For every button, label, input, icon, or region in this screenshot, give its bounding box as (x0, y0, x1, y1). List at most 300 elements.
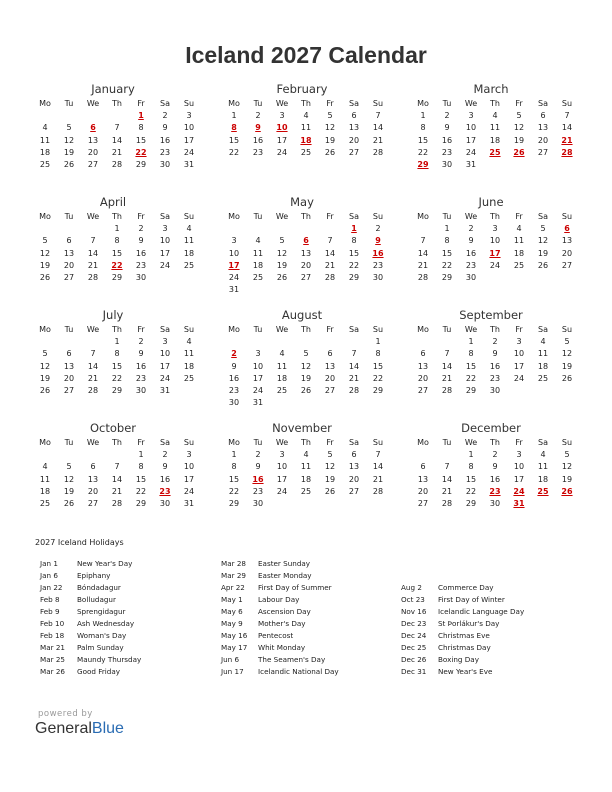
day-cell: 12 (324, 123, 336, 133)
holiday-name: Easter Monday (258, 571, 312, 580)
day-cell: 27 (417, 385, 429, 395)
empty-day-cell (81, 110, 105, 122)
day-cell: 19 (513, 135, 525, 145)
weekday-header: Su (372, 212, 384, 221)
weekday-header: Mo (417, 325, 429, 334)
day-cell: 21 (87, 260, 99, 270)
day-cell: 12 (63, 474, 75, 484)
day-cell: 17 (276, 135, 288, 145)
day-cell: 3 (516, 337, 522, 347)
day-cell: 24 (276, 147, 288, 157)
day-cell: 12 (300, 361, 312, 371)
holiday-name: Commerce Day (438, 583, 494, 592)
day-cell: 31 (183, 159, 195, 169)
day-cell: 6 (540, 111, 546, 121)
holiday-date: Dec 26 (401, 655, 427, 664)
day-cell: 26 (39, 385, 51, 395)
day-cell: 27 (348, 486, 360, 496)
day-cell: 15 (348, 248, 360, 258)
holiday-date: Oct 23 (401, 595, 425, 604)
weekday-header: Mo (228, 99, 240, 108)
day-cell: 22 (417, 147, 429, 157)
day-cell: 4 (303, 450, 309, 460)
day-cell: 1 (375, 337, 381, 347)
day-cell: 29 (111, 272, 123, 282)
day-cell: 29 (465, 498, 477, 508)
holiday-day-cell: 31 (513, 498, 525, 508)
holiday-day-cell: 1 (138, 111, 144, 121)
holiday-day-cell: 8 (231, 123, 237, 133)
day-cell: 14 (561, 123, 573, 133)
weekday-header: Th (112, 438, 122, 447)
holiday-row (221, 666, 339, 678)
weekday-header: Sa (160, 325, 170, 334)
page-title: Iceland 2027 Calendar (185, 42, 427, 68)
day-cell: 6 (66, 236, 72, 246)
day-cell: 10 (252, 361, 264, 371)
day-cell: 13 (63, 361, 75, 371)
holiday-name: Woman's Day (77, 631, 127, 640)
day-cell: 30 (252, 498, 264, 508)
empty-day-cell (294, 223, 318, 235)
holiday-date: Feb 18 (40, 631, 65, 640)
weekday-header: Th (112, 325, 122, 334)
day-cell: 25 (300, 486, 312, 496)
day-cell: 16 (135, 248, 147, 258)
day-cell: 29 (372, 385, 384, 395)
holiday-date: Aug 2 (401, 583, 422, 592)
brand-name-blue: Blue (91, 720, 124, 737)
weekday-header: Su (372, 438, 384, 447)
weekday-header: Sa (538, 99, 548, 108)
holiday-name: Whit Monday (258, 643, 306, 652)
day-cell: 3 (516, 450, 522, 460)
day-cell: 2 (444, 111, 450, 121)
holiday-row (401, 666, 524, 678)
day-cell: 27 (63, 385, 75, 395)
day-cell: 5 (279, 236, 285, 246)
day-cell: 17 (159, 361, 171, 371)
day-cell: 4 (540, 450, 546, 460)
month-february (222, 82, 382, 159)
weekday-header: We (464, 438, 478, 447)
day-cell: 8 (138, 462, 144, 472)
empty-day-cell (105, 449, 129, 461)
day-cell: 23 (489, 373, 501, 383)
day-cell: 27 (87, 498, 99, 508)
holiday-name: Ash Wednesday (77, 619, 135, 628)
day-cell: 3 (468, 111, 474, 121)
day-cell: 28 (348, 385, 360, 395)
weekday-header: Mo (417, 99, 429, 108)
day-cell: 10 (159, 236, 171, 246)
day-cell: 18 (183, 361, 195, 371)
day-cell: 20 (561, 248, 573, 258)
weekday-header: Fr (326, 438, 334, 447)
day-cell: 30 (489, 498, 501, 508)
day-cell: 7 (351, 349, 357, 359)
day-cell: 29 (465, 385, 477, 395)
day-grid (33, 211, 193, 284)
day-cell: 6 (351, 111, 357, 121)
holiday-row (401, 618, 524, 630)
day-cell: 3 (162, 337, 168, 347)
day-cell: 18 (252, 260, 264, 270)
holiday-row (221, 570, 339, 582)
holiday-date: May 1 (221, 595, 243, 604)
day-cell: 17 (465, 135, 477, 145)
day-cell: 31 (252, 398, 264, 408)
day-cell: 19 (63, 147, 75, 157)
holiday-date: Dec 31 (401, 667, 427, 676)
month-name: September (459, 308, 523, 322)
empty-day-cell (105, 110, 129, 122)
day-grid (411, 98, 571, 171)
day-cell: 19 (63, 486, 75, 496)
weekday-header: We (464, 325, 478, 334)
day-cell: 14 (372, 123, 384, 133)
day-cell: 31 (159, 385, 171, 395)
empty-day-cell (411, 223, 435, 235)
day-cell: 21 (111, 486, 123, 496)
day-cell: 9 (138, 349, 144, 359)
month-name: August (281, 308, 323, 322)
holiday-date: May 16 (221, 631, 248, 640)
day-cell: 28 (324, 272, 336, 282)
holiday-name: Bolludagur (77, 595, 116, 604)
day-cell: 21 (87, 373, 99, 383)
day-cell: 24 (183, 486, 195, 496)
holiday-row (221, 594, 339, 606)
day-cell: 8 (351, 236, 357, 246)
day-cell: 13 (561, 236, 573, 246)
day-cell: 12 (561, 462, 573, 472)
day-cell: 16 (159, 474, 171, 484)
day-cell: 1 (138, 450, 144, 460)
holiday-name: Pentecost (258, 631, 294, 640)
day-grid (33, 98, 193, 171)
day-cell: 29 (348, 272, 360, 282)
holiday-name: Maundy Thursday (77, 655, 142, 664)
empty-day-cell (411, 336, 435, 348)
day-cell: 30 (135, 385, 147, 395)
day-cell: 23 (441, 147, 453, 157)
holiday-day-cell: 23 (489, 486, 501, 496)
holiday-day-cell: 17 (489, 248, 501, 258)
day-cell: 14 (87, 361, 99, 371)
month-name: July (102, 308, 124, 322)
holiday-day-cell: 6 (564, 224, 570, 234)
empty-day-cell (81, 223, 105, 235)
day-cell: 6 (351, 450, 357, 460)
holiday-date: May 6 (221, 607, 243, 616)
day-cell: 27 (87, 159, 99, 169)
day-cell: 10 (489, 236, 501, 246)
brand-logo[interactable] (35, 720, 124, 738)
day-cell: 5 (516, 111, 522, 121)
weekday-header: Su (561, 325, 573, 334)
day-cell: 3 (186, 111, 192, 121)
holiday-date: Mar 26 (40, 667, 65, 676)
day-cell: 28 (417, 272, 429, 282)
day-cell: 28 (372, 486, 384, 496)
day-cell: 21 (111, 147, 123, 157)
day-cell: 26 (276, 272, 288, 282)
day-cell: 5 (66, 123, 72, 133)
weekday-header: Su (183, 99, 195, 108)
day-cell: 11 (183, 349, 195, 359)
empty-day-cell (435, 449, 459, 461)
day-cell: 30 (159, 498, 171, 508)
weekday-header: Fr (137, 438, 145, 447)
holiday-day-cell: 25 (537, 486, 549, 496)
day-cell: 3 (186, 450, 192, 460)
weekday-header: Tu (442, 325, 452, 334)
weekday-header: Su (561, 212, 573, 221)
month-name: June (478, 195, 504, 209)
day-cell: 26 (324, 147, 336, 157)
day-cell: 4 (42, 462, 48, 472)
weekday-header: We (86, 99, 100, 108)
weekday-header: Tu (64, 99, 74, 108)
day-cell: 25 (183, 260, 195, 270)
holiday-day-cell: 22 (111, 260, 123, 270)
holiday-row (221, 558, 339, 570)
empty-day-cell (435, 336, 459, 348)
day-cell: 27 (324, 385, 336, 395)
holiday-date: May 17 (221, 643, 248, 652)
weekday-header: Sa (349, 212, 359, 221)
weekday-header: Th (490, 325, 500, 334)
holiday-row (40, 582, 141, 594)
month-name: November (272, 421, 332, 435)
day-cell: 23 (159, 147, 171, 157)
day-cell: 6 (327, 349, 333, 359)
weekday-header: Tu (64, 438, 74, 447)
weekday-header: Su (183, 325, 195, 334)
day-cell: 25 (252, 272, 264, 282)
day-cell: 5 (42, 349, 48, 359)
day-cell: 23 (252, 486, 264, 496)
holiday-day-cell: 9 (375, 236, 381, 246)
day-cell: 21 (324, 260, 336, 270)
holiday-day-cell: 9 (255, 123, 261, 133)
empty-day-cell (57, 449, 81, 461)
empty-day-cell (411, 449, 435, 461)
day-cell: 27 (300, 272, 312, 282)
weekday-header: Mo (228, 325, 240, 334)
day-cell: 27 (348, 147, 360, 157)
weekday-header: Fr (137, 212, 145, 221)
powered-by-label: powered by (38, 709, 93, 719)
day-cell: 20 (348, 474, 360, 484)
day-cell: 17 (159, 248, 171, 258)
day-cell: 17 (513, 474, 525, 484)
day-cell: 22 (441, 260, 453, 270)
day-cell: 10 (465, 123, 477, 133)
holidays-column-3 (401, 582, 524, 678)
day-cell: 19 (276, 260, 288, 270)
weekday-header: Su (372, 99, 384, 108)
day-cell: 16 (489, 361, 501, 371)
holiday-name: Icelandic National Day (258, 667, 339, 676)
day-cell: 18 (300, 474, 312, 484)
weekday-header: Su (372, 325, 384, 334)
day-cell: 3 (279, 111, 285, 121)
day-cell: 19 (39, 373, 51, 383)
day-cell: 15 (135, 474, 147, 484)
day-cell: 30 (228, 398, 240, 408)
day-cell: 18 (39, 147, 51, 157)
day-cell: 14 (348, 361, 360, 371)
holiday-day-cell: 21 (561, 135, 573, 145)
day-cell: 12 (276, 248, 288, 258)
day-cell: 24 (159, 260, 171, 270)
holiday-day-cell: 6 (303, 236, 309, 246)
day-cell: 21 (417, 260, 429, 270)
weekday-header: We (275, 325, 289, 334)
day-cell: 17 (276, 474, 288, 484)
holiday-date: Feb 10 (40, 619, 65, 628)
weekday-header: We (464, 212, 478, 221)
day-cell: 26 (561, 373, 573, 383)
day-cell: 3 (255, 349, 261, 359)
weekday-header: Th (112, 99, 122, 108)
weekday-header: Mo (228, 212, 240, 221)
empty-day-cell (222, 336, 246, 348)
day-cell: 3 (162, 224, 168, 234)
day-cell: 22 (372, 373, 384, 383)
day-cell: 4 (255, 236, 261, 246)
day-cell: 12 (324, 462, 336, 472)
weekday-header: We (86, 438, 100, 447)
weekday-header: Fr (326, 99, 334, 108)
day-cell: 13 (417, 361, 429, 371)
day-cell: 1 (114, 224, 120, 234)
day-cell: 11 (252, 248, 264, 258)
month-name: December (461, 421, 521, 435)
weekday-header: Tu (64, 212, 74, 221)
day-cell: 14 (111, 474, 123, 484)
holiday-day-cell: 25 (489, 147, 501, 157)
day-cell: 5 (327, 450, 333, 460)
holiday-day-cell: 2 (231, 349, 237, 359)
weekday-header: Fr (515, 212, 523, 221)
day-cell: 18 (183, 248, 195, 258)
holiday-name: Ascension Day (258, 607, 311, 616)
day-cell: 20 (417, 373, 429, 383)
holiday-name: Sprengidagur (77, 607, 126, 616)
holiday-date: Dec 25 (401, 643, 427, 652)
day-cell: 3 (279, 450, 285, 460)
weekday-header: Fr (137, 99, 145, 108)
day-cell: 2 (138, 337, 144, 347)
day-cell: 6 (90, 462, 96, 472)
holiday-date: Jan 22 (40, 583, 63, 592)
day-cell: 10 (276, 462, 288, 472)
day-cell: 25 (39, 498, 51, 508)
empty-day-cell (294, 336, 318, 348)
day-cell: 30 (372, 272, 384, 282)
day-cell: 18 (489, 135, 501, 145)
weekday-header: Su (183, 212, 195, 221)
weekday-header: Fr (515, 325, 523, 334)
holiday-date: Nov 16 (401, 607, 427, 616)
holiday-date: Dec 24 (401, 631, 427, 640)
holiday-name: New Year's Eve (438, 667, 493, 676)
day-cell: 21 (441, 486, 453, 496)
day-cell: 14 (87, 248, 99, 258)
day-cell: 10 (513, 349, 525, 359)
day-cell: 11 (300, 123, 312, 133)
holiday-row (401, 654, 524, 666)
holiday-date: Feb 9 (40, 607, 60, 616)
day-cell: 16 (135, 361, 147, 371)
day-cell: 8 (138, 123, 144, 133)
day-cell: 28 (441, 385, 453, 395)
holiday-name: Christmas Eve (438, 631, 490, 640)
day-cell: 1 (231, 111, 237, 121)
day-grid (411, 437, 571, 510)
day-cell: 13 (63, 248, 75, 258)
day-cell: 2 (255, 450, 261, 460)
day-cell: 22 (111, 373, 123, 383)
day-cell: 9 (492, 462, 498, 472)
day-cell: 28 (441, 498, 453, 508)
day-cell: 22 (465, 373, 477, 383)
day-cell: 16 (441, 135, 453, 145)
day-cell: 14 (417, 248, 429, 258)
day-cell: 23 (372, 260, 384, 270)
month-name: May (290, 195, 314, 209)
holiday-day-cell: 18 (300, 135, 312, 145)
day-cell: 16 (465, 248, 477, 258)
day-cell: 15 (441, 248, 453, 258)
day-cell: 13 (348, 462, 360, 472)
day-cell: 10 (159, 349, 171, 359)
day-cell: 28 (87, 385, 99, 395)
holidays-title: 2027 Iceland Holidays (35, 538, 124, 547)
weekday-header: Tu (442, 99, 452, 108)
day-cell: 11 (537, 349, 549, 359)
day-cell: 7 (90, 236, 96, 246)
day-cell: 8 (444, 236, 450, 246)
day-cell: 8 (375, 349, 381, 359)
day-cell: 28 (111, 159, 123, 169)
day-cell: 7 (375, 450, 381, 460)
day-cell: 7 (444, 462, 450, 472)
day-cell: 1 (444, 224, 450, 234)
day-grid (222, 324, 382, 409)
empty-day-cell (270, 336, 294, 348)
holiday-name: The Seamen's Day (258, 655, 326, 664)
day-cell: 7 (444, 349, 450, 359)
day-cell: 25 (39, 159, 51, 169)
month-april (33, 195, 193, 284)
weekday-header: Th (301, 325, 311, 334)
day-cell: 16 (228, 373, 240, 383)
empty-day-cell (342, 336, 366, 348)
weekday-header: Tu (253, 325, 263, 334)
day-cell: 22 (135, 486, 147, 496)
day-cell: 19 (561, 474, 573, 484)
holiday-date: Apr 22 (221, 583, 245, 592)
day-cell: 5 (66, 462, 72, 472)
day-cell: 4 (492, 111, 498, 121)
empty-day-cell (33, 110, 57, 122)
day-cell: 9 (468, 236, 474, 246)
day-cell: 1 (114, 337, 120, 347)
